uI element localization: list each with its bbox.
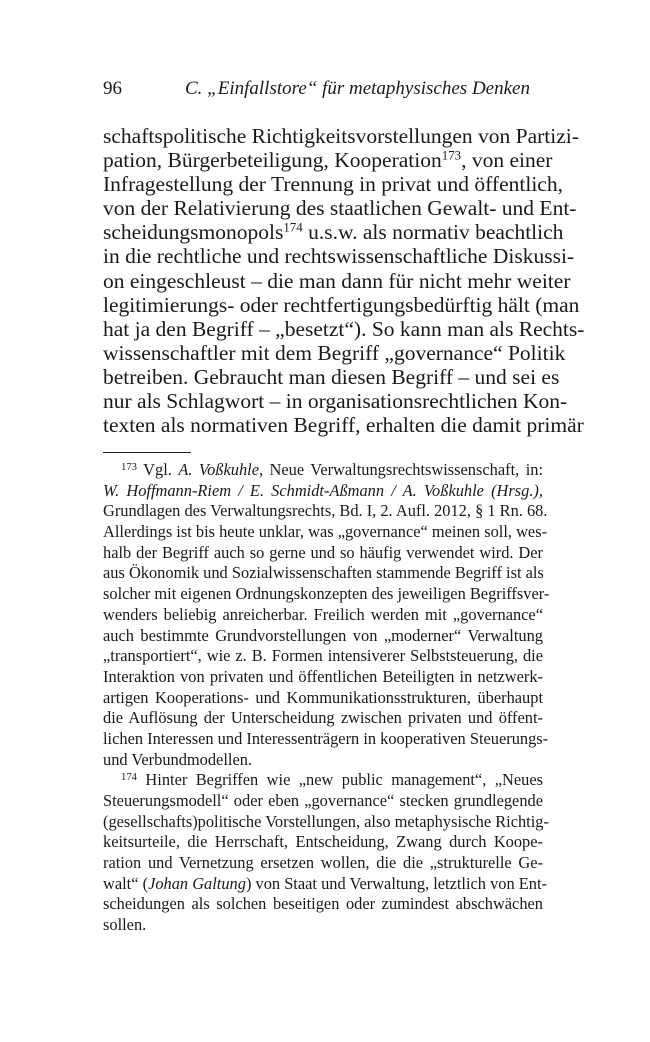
- footnote-line: aus Ökonomik und Sozialwissenschaften stammende Begriff ist als: [103, 563, 544, 583]
- body-line: pation, Bürgerbeteiligung, Kooperation$^{173}$, von einer: [103, 148, 553, 173]
- footnote-divider: [103, 452, 191, 453]
- footnote-174: [103, 770, 549, 936]
- footnote-173: [103, 460, 550, 770]
- footnote-line: und Verbundmodellen.: [103, 749, 253, 769]
- body-line: nur als Schlagwort – in organisationsrechtlichen Kon-: [103, 389, 568, 414]
- footnote-line: (gesellschafts)politische Vorstellungen, also metaphysische Richtig-: [103, 811, 549, 831]
- footnote-line: auch bestimmte Grundvorstellungen von „moderner“ Verwaltung: [103, 625, 543, 645]
- body-line: schaftspolitische Richtigkeitsvorstellungen von Partizi-: [103, 124, 579, 148]
- footnote-line: W. Hoffmann-Riem / E. Schmidt-Aßmann / A. Voßkuhle (Hrsg.),: [103, 480, 543, 500]
- body-line: hat ja den Begriff – „besetzt“). So kann man als Rechts-: [103, 316, 585, 341]
- footnote-line: Allerdings ist bis heute unklar, was „governance“ meinen soll, wes-: [103, 522, 548, 542]
- footnote-line: die Auflösung der Unterscheidung zwischen privaten und öffent-: [103, 708, 543, 728]
- footnote-line: lichen Interessen und Interessenträgern in kooperativen Steuerungs-: [103, 728, 549, 748]
- footnote-line: $^{174}$ Hinter Begriffen wie „new public management“, „Neues: [121, 770, 543, 790]
- footnote-line: sollen.: [103, 915, 147, 935]
- footnote-line: Steuerungsmodell“ oder eben „governance“ stecken grundlegende: [103, 791, 543, 810]
- body-line: wissenschaftler mit dem Begriff „governance“ Politik: [103, 340, 566, 365]
- body-line: texten als normativen Begriff, erhalten die damit primär: [103, 413, 584, 438]
- footnote-line: halb der Begriff auch so gerne und so häufig verwendet wird. Der: [103, 542, 543, 562]
- body-line: on eingeschleust – die man dann für nicht mehr weiter: [103, 268, 571, 293]
- body-line: in die rechtliche und rechtswissenschaftliche Diskussi-: [103, 244, 575, 269]
- body-line: von der Relativierung des staatlichen Gewalt- und Ent-: [103, 196, 577, 221]
- footnote-line: „transportiert“, wie z. B. Formen intensiverer Selbststeuerung, die: [103, 646, 543, 666]
- page-number: 96: [103, 78, 122, 99]
- author-name: Johan Galtung: [148, 873, 246, 893]
- running-title: C. „Einfallstore“ für metaphysisches Denken: [185, 78, 530, 99]
- footnote-line: keitsurteile, die Herrschaft, Entscheidung, Zwang durch Koope-: [103, 832, 543, 852]
- footnote-line: artigen Kooperations- und Kommunikationsstrukturen, überhaupt: [103, 687, 543, 707]
- footnotes: [103, 460, 550, 936]
- footnote-line: scheidungen als solchen beseitigen oder zumindest abschwächen: [103, 894, 543, 914]
- body-line: legitimierungs- oder rechtfertigungsbedürftig hält (man: [103, 292, 580, 317]
- footnote-ref-173[interactable]: 173: [441, 148, 462, 163]
- running-head: [103, 78, 543, 106]
- footnote-line: Interaktion von privaten und öffentlichen Beteiligten in netzwerk-: [103, 666, 543, 686]
- footnote-line: Grundlagen des Verwaltungsrechts, Bd. I, 2. Aufl. 2012, § 1 Rn. 68.: [103, 501, 548, 521]
- body-text: [103, 124, 585, 438]
- body-line: Infragestellung der Trennung in privat und öffentlich,: [103, 172, 563, 197]
- body-line: betreiben. Gebraucht man diesen Begriff – und sei es: [103, 364, 560, 389]
- footnote-line: wenders beliebig anreicherbar. Freilich werden mit „governance“: [103, 604, 543, 624]
- footnote-number: 173: [121, 462, 137, 474]
- author-name: A. Voßkuhle,: [178, 460, 264, 479]
- body-line: scheidungsmonopols$^{174}$ u.s.w. als normativ beachtlich: [103, 220, 564, 245]
- footnote-line: walt“ (Johan Galtung) von Staat und Verwaltung, letztlich von Ent-: [103, 873, 547, 893]
- footnote-line: solcher mit eigenen Ordnungskonzepten des jeweiligen Begriffsver-: [103, 584, 550, 604]
- footnote-ref-174[interactable]: 174: [283, 220, 303, 235]
- footnote-line: $^{173}$ Vgl. A. Voßkuhle, Neue Verwaltungsrechtswissenschaft, in:: [121, 460, 543, 479]
- footnote-line: ration und Vernetzung ersetzen wollen, die die „strukturelle Ge-: [103, 853, 543, 873]
- footnote-number: 174: [121, 772, 137, 784]
